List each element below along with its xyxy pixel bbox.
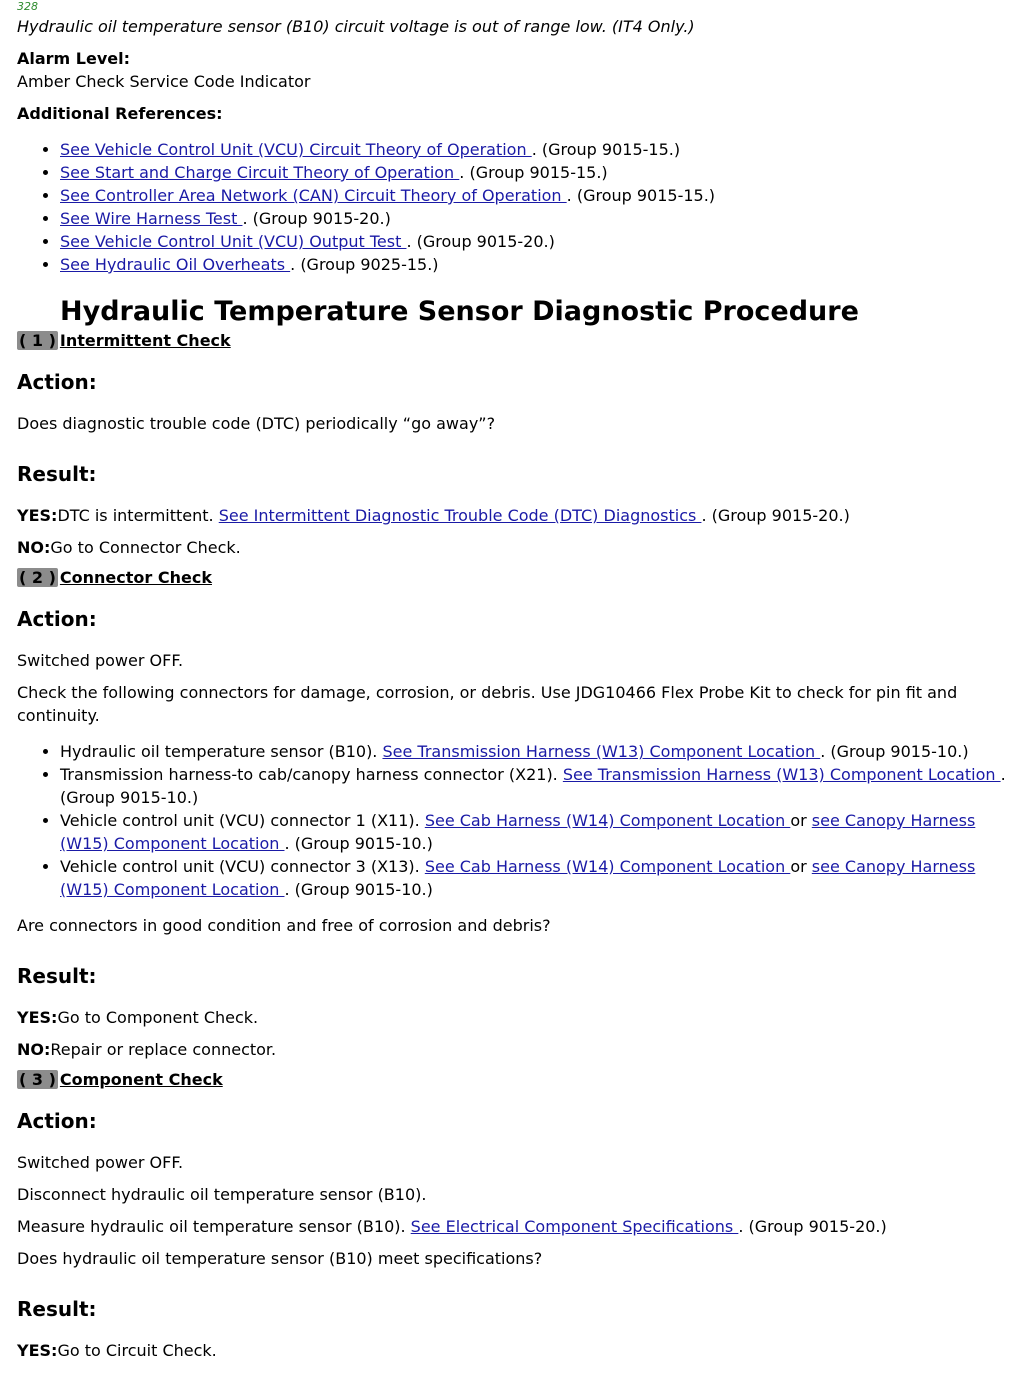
action-group: . (Group 9015-20.) xyxy=(738,1217,887,1236)
step-1-header xyxy=(17,330,1017,352)
dtc-description: Hydraulic oil temperature sensor (B10) circuit voltage is out of range low. (IT4 Only.) xyxy=(17,17,695,36)
reference-group: . (Group 9015-15.) xyxy=(531,140,681,159)
step-3-title-link[interactable]: Component Check xyxy=(59,1070,223,1089)
yes-label: YES: xyxy=(17,1008,58,1027)
step-2-action-1: Switched power OFF. xyxy=(17,651,184,670)
no-text: Repair or replace connector. xyxy=(50,1040,277,1059)
connector-text: Hydraulic oil temperature sensor (B10). xyxy=(60,742,383,761)
list-item xyxy=(60,740,1017,763)
result-heading: Result: xyxy=(17,1297,97,1321)
connector-text: Transmission harness-to cab/canopy harness connector (X21). xyxy=(60,765,563,784)
reference-link[interactable]: See Hydraulic Oil Overheats xyxy=(60,255,291,274)
connector-group: . (Group 9015-10.) xyxy=(60,765,1006,807)
page-number: 328 xyxy=(17,0,38,13)
action-heading: Action: xyxy=(17,1109,97,1133)
reference-group: . (Group 9025-15.) xyxy=(290,255,439,274)
reference-group: . (Group 9015-20.) xyxy=(242,209,391,228)
yes-text: DTC is intermittent. xyxy=(57,506,219,525)
step-2-no xyxy=(17,1038,1017,1061)
step-3-action-3 xyxy=(17,1215,1017,1238)
step-3-yes xyxy=(17,1339,1017,1362)
alarm-level-label: Alarm Level: xyxy=(17,49,131,68)
canopy-harness-link[interactable]: see Canopy Harness (W15) Component Location xyxy=(60,811,976,853)
document-page xyxy=(17,0,1017,1362)
list-item xyxy=(60,184,1017,207)
procedure-title: Hydraulic Temperature Sensor Diagnostic Procedure xyxy=(60,296,859,327)
electrical-specs-link[interactable]: See Electrical Component Specifications xyxy=(410,1217,739,1236)
step-3-question: Does hydraulic oil temperature sensor (B10) meet specifications? xyxy=(17,1249,543,1268)
component-location-link[interactable]: See Transmission Harness (W13) Component Location xyxy=(562,765,1001,784)
connector-list xyxy=(17,740,1017,901)
reference-link[interactable]: See Start and Charge Circuit Theory of Operation xyxy=(60,163,460,182)
list-item xyxy=(60,253,1017,276)
step-2-action-2: Check the following connectors for damage, corrosion, or debris. Use JDG10466 Flex Probe Kit to check for pin fit and continuity. xyxy=(17,683,958,725)
yes-text: Go to Component Check. xyxy=(57,1008,259,1027)
cab-harness-link[interactable]: See Cab Harness (W14) Component Location xyxy=(424,811,791,830)
alarm-level-value: Amber Check Service Code Indicator xyxy=(17,72,311,91)
result-heading: Result: xyxy=(17,964,97,988)
step-1-no xyxy=(17,536,1017,559)
step-1-title-link[interactable]: Intermittent Check xyxy=(59,331,231,350)
step-number: ( 2 ) xyxy=(19,568,56,587)
step-number: ( 1 ) xyxy=(19,331,56,350)
no-text: Go to Connector Check. xyxy=(50,538,241,557)
action-text: Measure hydraulic oil temperature sensor (B10). xyxy=(17,1217,411,1236)
connector-group: . (Group 9015-10.) xyxy=(820,742,969,761)
yes-label: YES: xyxy=(17,1341,58,1360)
action-heading: Action: xyxy=(17,370,97,394)
connector-text: Vehicle control unit (VCU) connector 1 (X11). xyxy=(60,811,425,830)
list-item xyxy=(60,207,1017,230)
connector-group: . (Group 9015-10.) xyxy=(284,834,433,853)
step-number: ( 3 ) xyxy=(19,1070,56,1089)
reference-link[interactable]: See Wire Harness Test xyxy=(60,209,243,228)
reference-group: . (Group 9015-15.) xyxy=(459,163,608,182)
list-item xyxy=(60,230,1017,253)
or-text: or xyxy=(790,857,812,876)
step-3-action-2: Disconnect hydraulic oil temperature sensor (B10). xyxy=(17,1185,427,1204)
list-item xyxy=(60,161,1017,184)
connector-group: . (Group 9015-10.) xyxy=(284,880,433,899)
yes-label: YES: xyxy=(17,506,58,525)
step-1-yes xyxy=(17,504,1017,527)
reference-link[interactable]: See Vehicle Control Unit (VCU) Output Test xyxy=(60,232,407,251)
reference-link[interactable]: See Vehicle Control Unit (VCU) Circuit Theory of Operation xyxy=(60,140,532,159)
connector-text: Vehicle control unit (VCU) connector 3 (X13). xyxy=(60,857,425,876)
step-2-yes xyxy=(17,1006,1017,1029)
step-1-action: Does diagnostic trouble code (DTC) periodically “go away”? xyxy=(17,414,496,433)
no-label: NO: xyxy=(17,538,51,557)
reference-group: . (Group 9015-15.) xyxy=(566,186,716,205)
list-item xyxy=(60,855,1017,901)
reference-link[interactable]: See Controller Area Network (CAN) Circuit Theory of Operation xyxy=(60,186,567,205)
action-heading: Action: xyxy=(17,607,97,631)
canopy-harness-link[interactable]: see Canopy Harness (W15) Component Location xyxy=(60,857,976,899)
reference-group: . (Group 9015-20.) xyxy=(406,232,555,251)
list-item xyxy=(60,763,1017,809)
no-label: NO: xyxy=(17,1040,51,1059)
step-3-action-1: Switched power OFF. xyxy=(17,1153,184,1172)
additional-references-label: Additional References: xyxy=(17,104,223,123)
list-item xyxy=(60,809,1017,855)
step-2-question: Are connectors in good condition and free of corrosion and debris? xyxy=(17,916,551,935)
component-location-link[interactable]: See Transmission Harness (W13) Component Location xyxy=(382,742,821,761)
or-text: or xyxy=(790,811,812,830)
result-heading: Result: xyxy=(17,462,97,486)
yes-group: . (Group 9015-20.) xyxy=(701,506,850,525)
yes-text: Go to Circuit Check. xyxy=(57,1341,217,1360)
step-2-title-link[interactable]: Connector Check xyxy=(59,568,212,587)
step-2-header xyxy=(17,567,1017,589)
references-list xyxy=(17,138,1017,276)
cab-harness-link[interactable]: See Cab Harness (W14) Component Location xyxy=(424,857,791,876)
list-item xyxy=(60,138,1017,161)
intermittent-dtc-link[interactable]: See Intermittent Diagnostic Trouble Code (DTC) Diagnostics xyxy=(218,506,702,525)
step-3-header xyxy=(17,1069,1017,1091)
